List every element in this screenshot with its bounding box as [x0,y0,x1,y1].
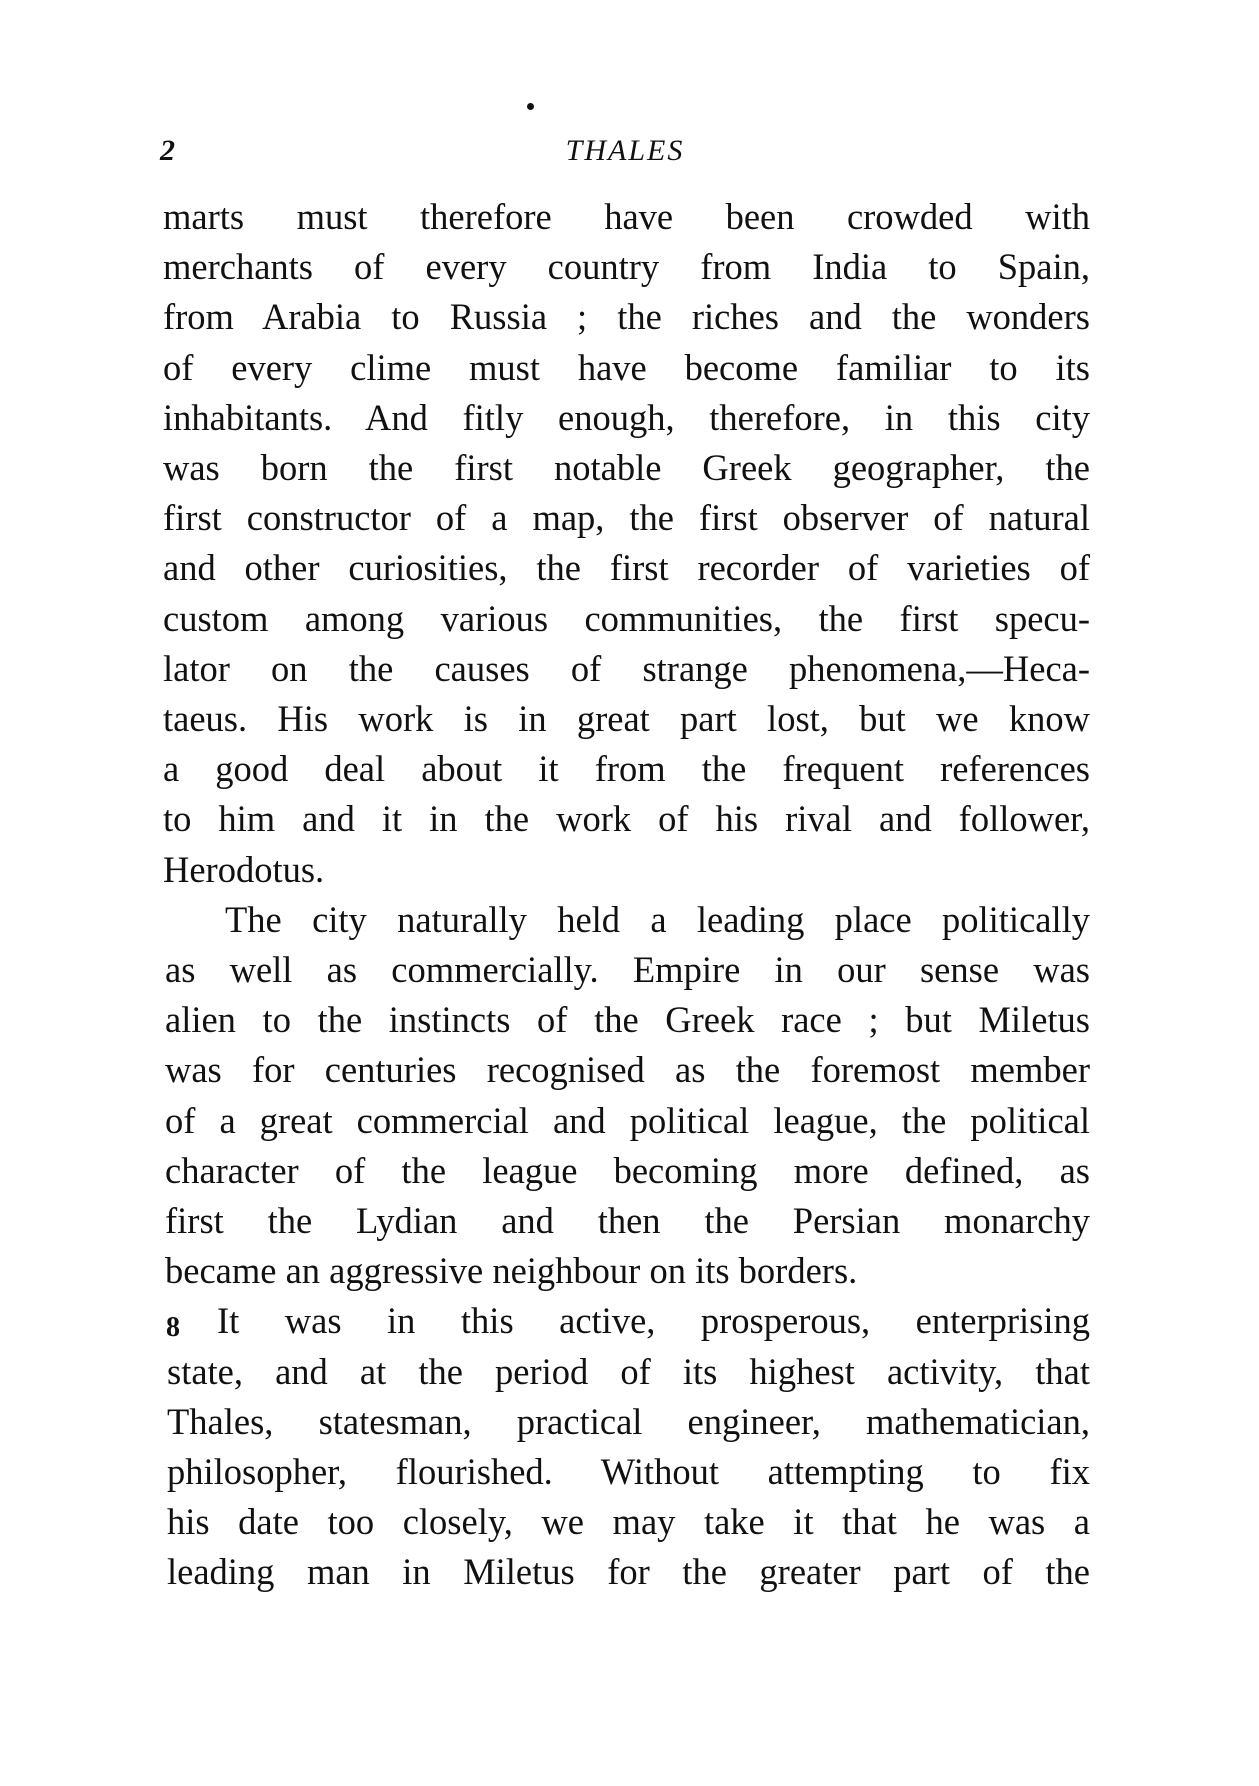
text-line: from Arabia to Russia ; the riches and the wonders [163,296,1090,338]
margin-section-number: 8 [166,1312,180,1343]
text-line: marts must therefore have been crowded with [163,196,1090,237]
text-line: to him and it in the work of his rival and follower, [163,798,1090,840]
text-line: first constructor of a map, the first observer of natural [163,497,1090,539]
text-line: of a great commercial and political league, the political [165,1099,1090,1141]
text-line-last: became an aggressive neighbour on its borders. [165,1250,858,1292]
text-line: custom among various communities, the first specu- [163,597,1090,639]
text-line: character of the league becoming more defined, as [165,1149,1090,1191]
text-line: as well as commercially. Empire in our sense was [165,949,1090,991]
text-line: lator on the causes of strange phenomena,—Heca- [163,647,1090,689]
text-line: It was in this active, prosperous, enterprising [217,1300,1090,1342]
ornament-dot [527,103,534,110]
text-line: merchants of every country from India to Spain, [163,246,1090,288]
text-line: a good deal about it from the frequent references [163,748,1090,790]
text-line: inhabitants. And fitly enough, therefore, in this city [163,396,1090,438]
text-line: philosopher, flourished. Without attempting to fix [167,1451,1090,1493]
text-line: The city naturally held a leading place politically [225,898,1090,940]
text-line: Thales, statesman, practical engineer, mathematician, [167,1400,1090,1442]
paragraph-3 [167,1296,1090,1597]
text-line: first the Lydian and then the Persian monarchy [165,1200,1090,1242]
text-line: his date too closely, we may take it that he was a [167,1501,1090,1543]
paragraph-1 [163,192,1090,895]
paragraph-2 [165,895,1090,1297]
body-text [163,192,1090,1598]
page-header [160,130,1090,180]
text-line: was born the first notable Greek geographer, the [163,447,1090,489]
text-line: and other curiosities, the first recorder of varieties of [163,547,1090,589]
text-line: leading man in Miletus for the greater part of the [167,1551,1090,1593]
text-line: alien to the instincts of the Greek race ; but Miletus [165,999,1090,1041]
text-line: state, and at the period of its highest activity, that [167,1350,1090,1392]
running-title: THALES [565,134,685,167]
text-line: was for centuries recognised as the foremost member [165,1049,1090,1091]
text-line: of every clime must have become familiar to its [163,346,1090,388]
text-line: taeus. His work is in great part lost, but we know [163,698,1090,740]
page-number: 2 [160,134,175,167]
text-line-last: Herodotus. [163,848,325,890]
